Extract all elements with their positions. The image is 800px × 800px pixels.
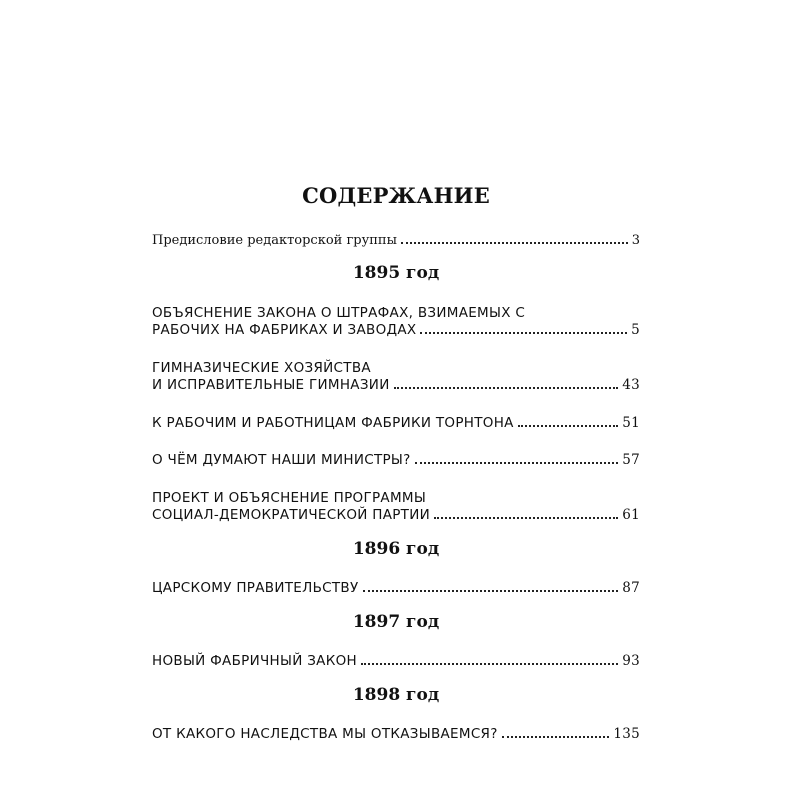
toc-entry-title: О ЧЁМ ДУМАЮТ НАШИ МИНИСТРЫ?	[152, 452, 411, 468]
toc-entry-title: И ИСПРАВИТЕЛЬНЫЕ ГИМНАЗИИ	[152, 377, 390, 393]
dot-leader	[363, 590, 619, 592]
dot-leader	[401, 242, 628, 244]
toc-entry-title: ЦАРСКОМУ ПРАВИТЕЛЬСТВУ	[152, 580, 359, 596]
dot-leader	[361, 663, 618, 665]
toc-entry-page: 57	[622, 452, 640, 468]
toc-entry-page: 61	[622, 507, 640, 523]
toc-entry-line: ПРОЕКТ И ОБЪЯСНЕНИЕ ПРОГРАММЫ	[152, 490, 427, 506]
dot-leader	[518, 425, 619, 427]
toc-entry-page: 87	[622, 580, 640, 596]
toc-entry-title: ОТ КАКОГО НАСЛЕДСТВА МЫ ОТКАЗЫВАЕМСЯ?	[152, 726, 498, 742]
dot-leader	[420, 332, 627, 334]
toc-entry	[152, 360, 640, 394]
toc-entry-line: ГИМНАЗИЧЕСКИЕ ХОЗЯЙСТВА	[152, 360, 371, 376]
dot-leader	[502, 736, 610, 738]
toc-entry-title: К РАБОЧИМ И РАБОТНИЦАМ ФАБРИКИ ТОРНТОНА	[152, 415, 514, 431]
toc-entry-title: Предисловие редакторской группы	[152, 233, 397, 248]
dot-leader	[434, 517, 618, 519]
toc-entry-page: 51	[622, 415, 640, 431]
toc-entry	[152, 415, 640, 432]
dot-leader	[394, 387, 619, 389]
toc-entry	[152, 452, 640, 469]
table-of-contents	[152, 178, 640, 743]
year-heading: 1897 год	[352, 612, 440, 632]
toc-entry	[152, 653, 640, 670]
toc-entry-page: 135	[613, 726, 640, 742]
toc-entry-title: НОВЫЙ ФАБРИЧНЫЙ ЗАКОН	[152, 653, 357, 669]
toc-entry-title: РАБОЧИХ НА ФАБРИКАХ И ЗАВОДАХ	[152, 322, 417, 338]
year-heading: 1896 год	[352, 539, 440, 559]
year-heading: 1895 год	[352, 263, 440, 283]
toc-entry-page: 5	[631, 322, 640, 338]
toc-entry-page: 43	[622, 377, 640, 393]
toc-entry-line: ОБЪЯСНЕНИЕ ЗАКОНА О ШТРАФАХ, ВЗИМАЕМЫХ С	[152, 305, 526, 321]
toc-entry	[152, 726, 640, 743]
toc-entry-title: СОЦИАЛ-ДЕМОКРАТИЧЕСКОЙ ПАРТИИ	[152, 507, 431, 523]
year-heading: 1898 год	[352, 685, 440, 705]
toc-entry-preface	[152, 232, 640, 249]
toc-entry	[152, 580, 640, 597]
toc-entry-page: 93	[622, 653, 640, 669]
toc-entry	[152, 490, 640, 524]
toc-entry-page: 3	[631, 233, 640, 248]
dot-leader	[415, 462, 619, 464]
toc-entry	[152, 305, 640, 339]
page-title: СОДЕРЖАНИЕ	[302, 183, 490, 208]
